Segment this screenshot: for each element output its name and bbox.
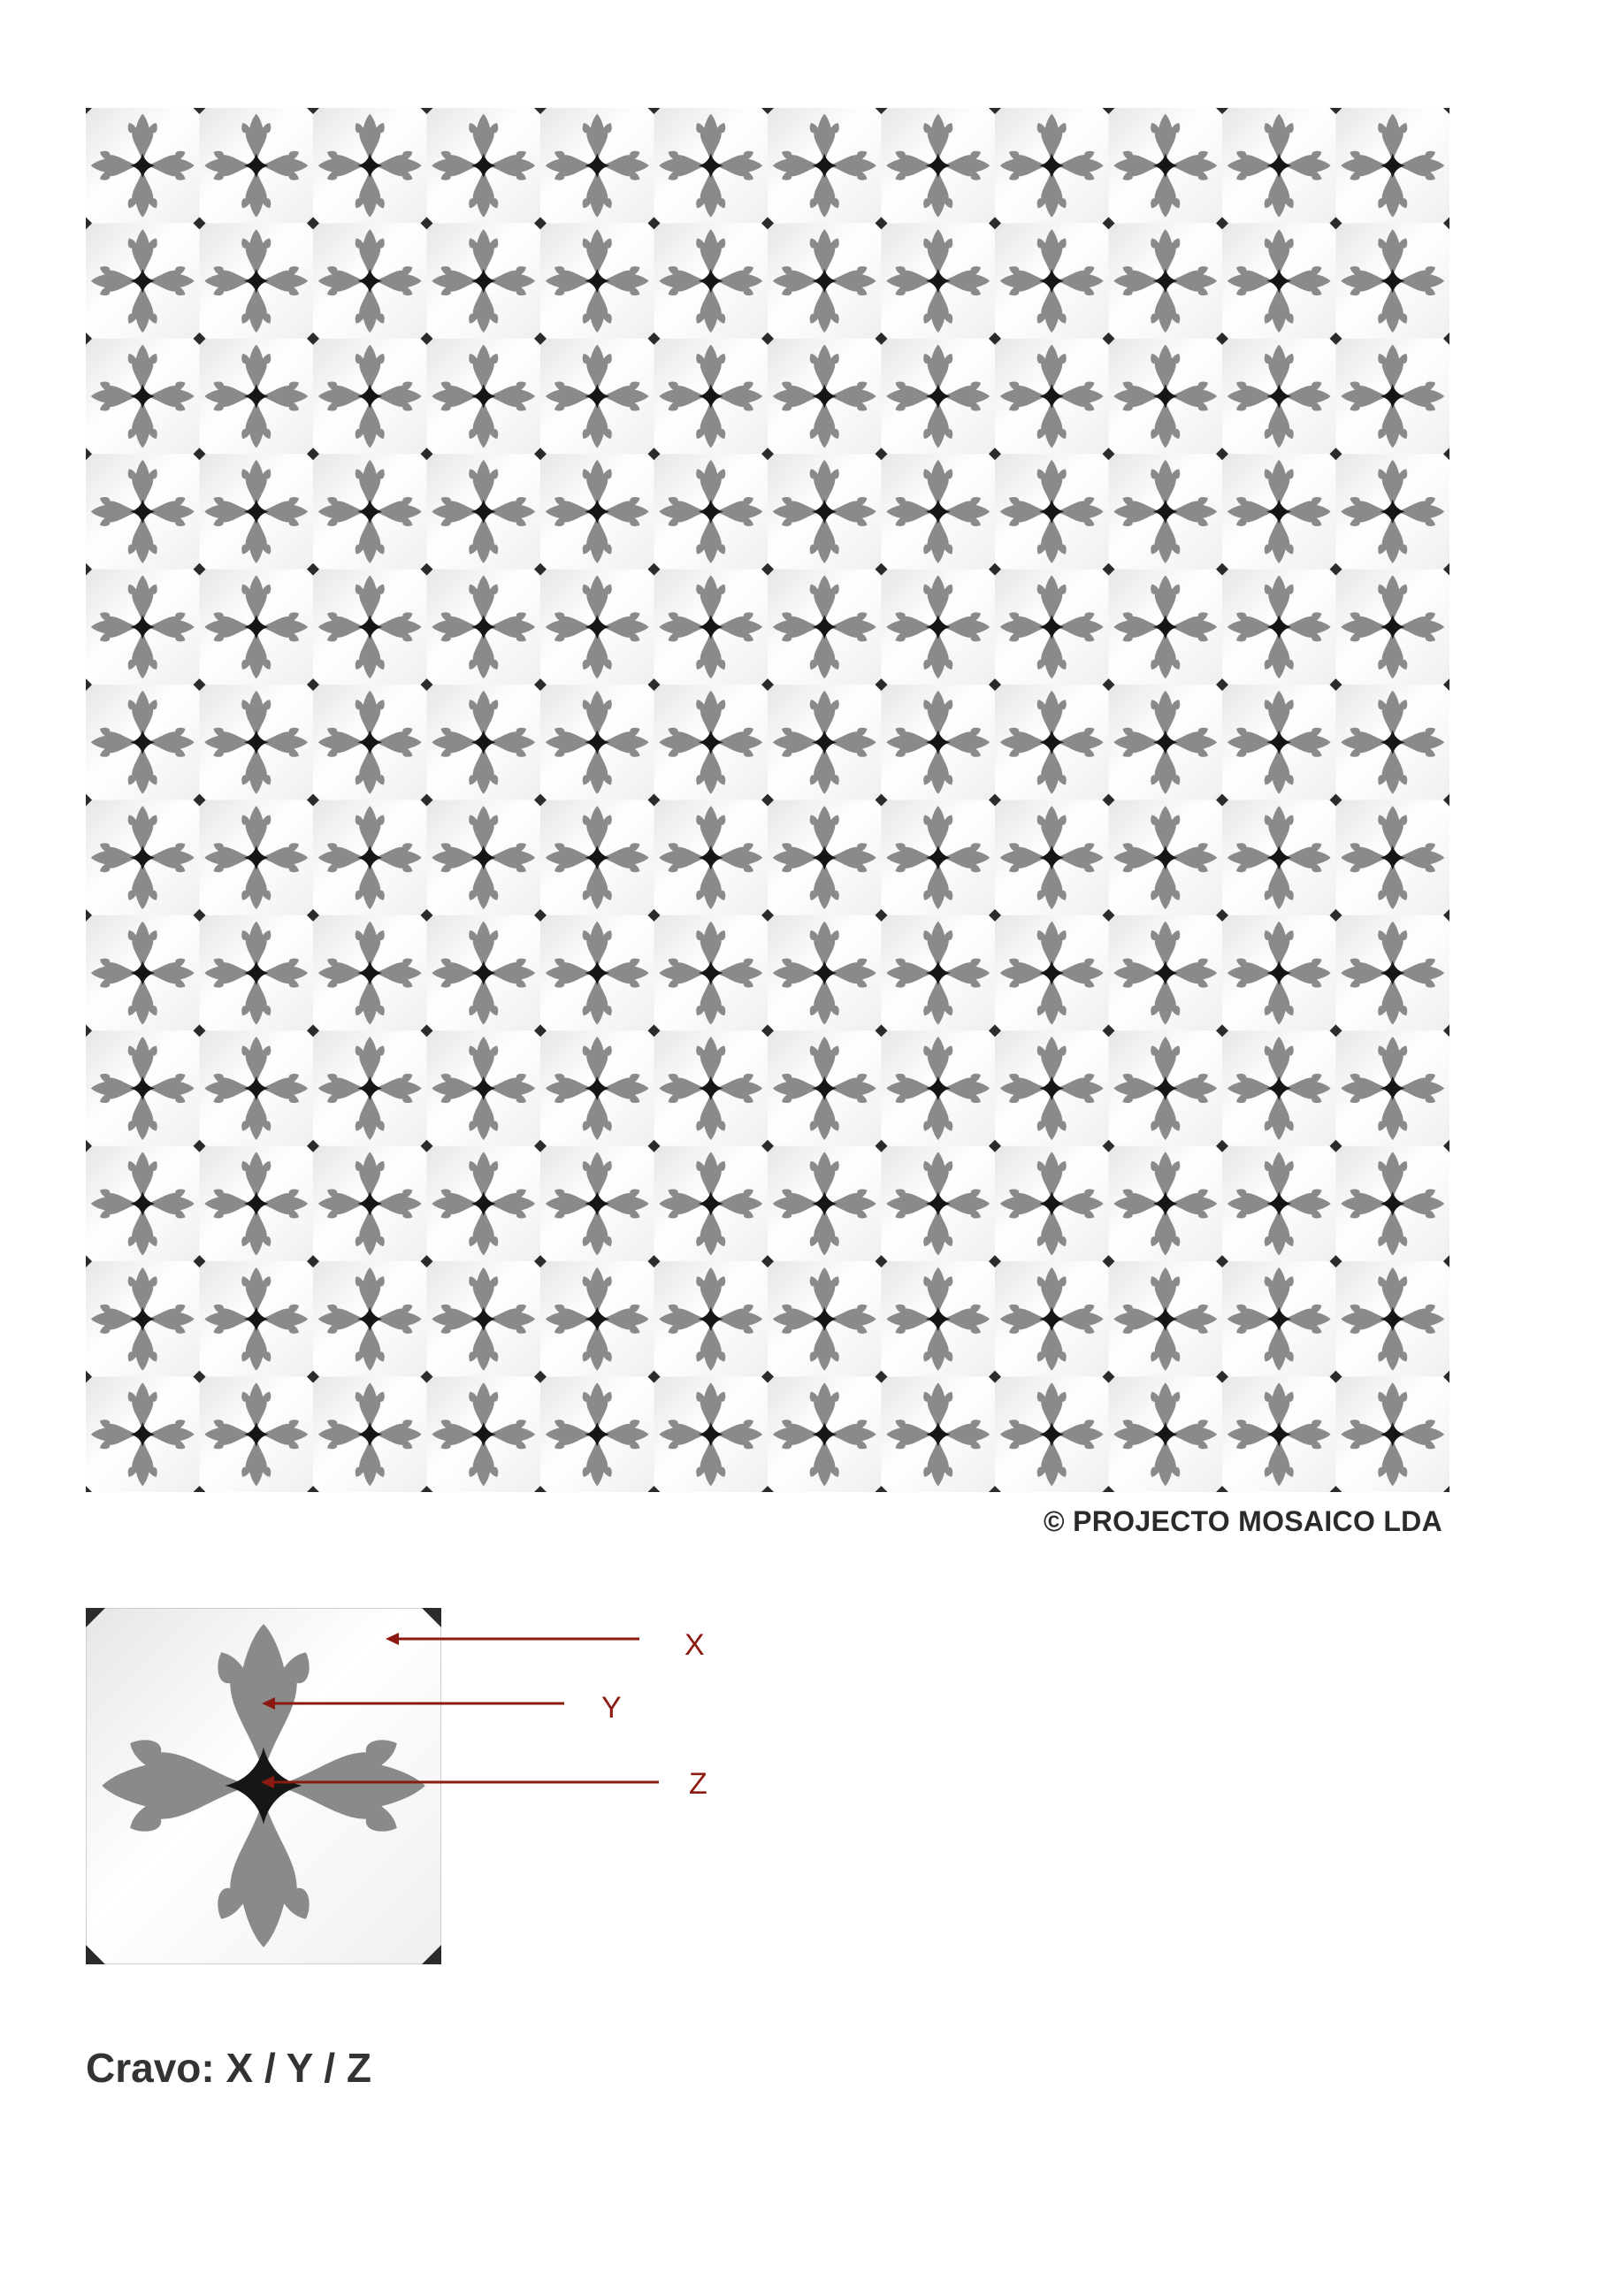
pattern-tile [654,1146,769,1261]
pattern-tile [768,915,882,1030]
pattern-tile [540,1030,654,1145]
pattern-tile [427,454,541,569]
pattern-tile [1336,570,1450,685]
pattern-tile [1109,1377,1223,1492]
pattern-tile [427,223,541,338]
pattern-tile [86,570,200,685]
pattern-tile [427,1030,541,1145]
pattern-tile [1222,1146,1336,1261]
pattern-tile [540,685,654,800]
pattern-tile [86,915,200,1030]
pattern-tile [768,1377,882,1492]
pattern-tile [313,915,427,1030]
pattern-tile [200,223,314,338]
pattern-tile [768,685,882,800]
legend-tile [86,1608,441,1964]
pattern-tile [1336,1377,1450,1492]
pattern-tile [540,570,654,685]
pattern-tile [1222,339,1336,454]
pattern-tile [1336,1146,1450,1261]
pattern-tile [313,223,427,338]
pattern-tile [313,1146,427,1261]
pattern-tile [995,223,1109,338]
pattern-tile [200,454,314,569]
pattern-tile [1336,800,1450,915]
pattern-tile [768,339,882,454]
pattern-tile [995,915,1109,1030]
cravo-tile-icon [86,1608,441,1964]
pattern-tile [540,223,654,338]
pattern-tile [882,1377,996,1492]
pattern-tile [654,685,769,800]
pattern-tile [995,1377,1109,1492]
pattern-tile [313,685,427,800]
pattern-tile [1109,915,1223,1030]
pattern-tile [995,1030,1109,1145]
pattern-tile [1109,1030,1223,1145]
pattern-tile [427,800,541,915]
pattern-tile [313,108,427,223]
pattern-tile [654,1377,769,1492]
pattern-tile [427,1377,541,1492]
pattern-tile [200,1261,314,1376]
pattern-tile [995,1146,1109,1261]
pattern-tile [1109,800,1223,915]
pattern-tile [882,1261,996,1376]
pattern-tile [1336,1030,1450,1145]
pattern-tile [1336,685,1450,800]
pattern-tile [313,454,427,569]
pattern-tile [427,1261,541,1376]
pattern-tile [540,454,654,569]
pattern-tile [86,685,200,800]
pattern-tile [768,800,882,915]
pattern-tile [768,1146,882,1261]
pattern-tile [882,339,996,454]
pattern-tile [654,1030,769,1145]
pattern-tile [200,1030,314,1145]
legend-label-y: Y [601,1691,622,1725]
pattern-tile [86,1377,200,1492]
pattern-tile [200,1377,314,1492]
pattern-tile [995,339,1109,454]
tile-pattern-panel [86,108,1449,1492]
pattern-tile [540,800,654,915]
pattern-tile [1222,570,1336,685]
pattern-tile [654,800,769,915]
pattern-tile [654,1261,769,1376]
pattern-tile [1336,108,1450,223]
pattern-tile [995,685,1109,800]
pattern-tile [768,1030,882,1145]
pattern-tile [1222,1030,1336,1145]
pattern-caption: Cravo: X / Y / Z [86,2045,371,2091]
pattern-tile [540,1146,654,1261]
pattern-tile [313,1377,427,1492]
pattern-tile [882,454,996,569]
copyright-notice: © PROJECTO MOSAICO LDA [1044,1505,1442,1537]
pattern-tile [313,800,427,915]
pattern-tile [86,339,200,454]
pattern-tile [200,108,314,223]
pattern-tile [1109,1146,1223,1261]
pattern-tile [540,915,654,1030]
pattern-tile [540,339,654,454]
pattern-tile [654,108,769,223]
legend-label-z: Z [689,1767,707,1801]
pattern-tile [654,223,769,338]
pattern-tile [427,570,541,685]
pattern-tile [200,685,314,800]
pattern-tile [768,223,882,338]
legend-label-x: X [684,1628,705,1662]
pattern-tile [427,108,541,223]
pattern-tile [882,1146,996,1261]
pattern-tile [1222,454,1336,569]
pattern-tile [313,1030,427,1145]
pattern-tile [1109,223,1223,338]
pattern-tile [995,570,1109,685]
pattern-tile [654,915,769,1030]
pattern-tile [1222,685,1336,800]
pattern-tile [427,685,541,800]
pattern-tile [86,108,200,223]
pattern-tile [86,1030,200,1145]
pattern-tile [540,1377,654,1492]
pattern-tile [768,454,882,569]
pattern-tile [313,570,427,685]
pattern-tile [995,800,1109,915]
pattern-tile [654,454,769,569]
pattern-tile [200,570,314,685]
pattern-tile [1109,570,1223,685]
pattern-tile [995,1261,1109,1376]
pattern-tile [86,1146,200,1261]
pattern-tile [882,1030,996,1145]
tile-pattern [86,108,1449,1492]
pattern-tile [540,108,654,223]
pattern-tile [1109,1261,1223,1376]
pattern-tile [882,800,996,915]
pattern-tile [1109,454,1223,569]
pattern-tile [200,339,314,454]
pattern-tile [882,223,996,338]
pattern-tile [86,1261,200,1376]
pattern-tile [1222,1261,1336,1376]
pattern-tile [86,223,200,338]
pattern-tile [1109,339,1223,454]
pattern-tile [654,570,769,685]
pattern-tile [200,1146,314,1261]
pattern-tile [1336,1261,1450,1376]
pattern-tile [1109,108,1223,223]
pattern-tile [200,800,314,915]
pattern-tile [1222,108,1336,223]
pattern-tile [1222,915,1336,1030]
pattern-tile [1336,339,1450,454]
pattern-tile [995,454,1109,569]
pattern-tile [86,454,200,569]
pattern-tile [1336,223,1450,338]
pattern-tile [1336,454,1450,569]
pattern-tile [313,1261,427,1376]
pattern-tile [882,685,996,800]
pattern-tile [654,339,769,454]
pattern-tile [1222,1377,1336,1492]
pattern-tile [427,339,541,454]
pattern-tile [200,915,314,1030]
pattern-tile [1109,685,1223,800]
pattern-tile [882,915,996,1030]
pattern-tile [86,800,200,915]
pattern-tile [768,108,882,223]
pattern-tile [1222,223,1336,338]
pattern-tile [768,1261,882,1376]
pattern-tile [427,915,541,1030]
pattern-tile [995,108,1109,223]
pattern-tile [882,570,996,685]
pattern-tile [768,570,882,685]
pattern-tile [882,108,996,223]
pattern-tile [1222,800,1336,915]
pattern-tile [540,1261,654,1376]
pattern-tile [313,339,427,454]
pattern-tile [1336,915,1450,1030]
pattern-tile [427,1146,541,1261]
